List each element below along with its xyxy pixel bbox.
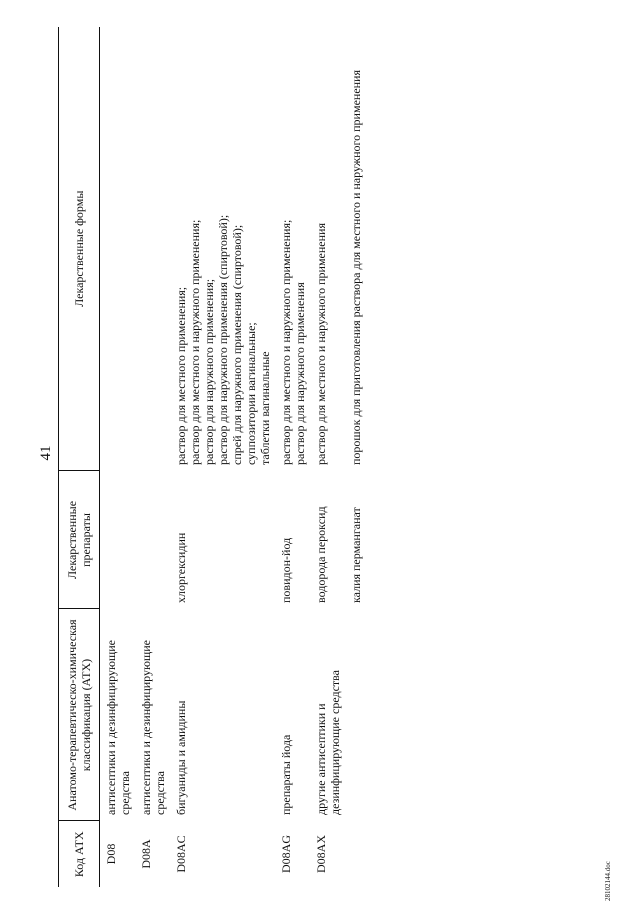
cell-forms (100, 27, 136, 471)
header-forms: Лекарственные формы (59, 27, 100, 471)
form-line: порошок для приготовления раствора для местного и наружного применения (349, 69, 363, 465)
form-line: раствор для наружного применения (спиртовой); (216, 214, 230, 465)
cell-classification: антисептики и дезинфицирующие средства (139, 640, 167, 815)
form-line: раствор для местного и наружного применения; (279, 219, 293, 465)
form-line: спрей для наружного применения (спиртовой); (230, 224, 244, 465)
cell-code: D08 (104, 843, 118, 865)
form-line: раствор для местного и наружного применения (314, 223, 328, 465)
header-drugs: Лекарственные препараты (59, 471, 100, 609)
cell-code: D08AX (314, 835, 328, 873)
cell-forms (135, 27, 170, 471)
cell-forms (275, 27, 310, 471)
table-row (135, 27, 170, 887)
page-number: 41 (38, 445, 54, 461)
table-row (310, 27, 345, 887)
form-line: суппозитории вагинальные; (244, 322, 258, 465)
cell-classification: другие антисептики и дезинфицирующие средства (314, 669, 342, 815)
cell-forms (345, 27, 366, 471)
cell-classification (345, 609, 366, 821)
form-line: раствор для местного и наружного применения; (188, 219, 202, 465)
table-row (345, 27, 366, 887)
cell-code: D08AG (279, 835, 293, 873)
form-line: таблетки вагинальные (258, 351, 272, 465)
cell-drug (100, 471, 136, 609)
cell-classification: препараты йода (279, 734, 293, 815)
table-row (100, 27, 136, 887)
header-classification: Анатомо-терапевтическо-химическая классификация (АТХ) (59, 609, 100, 821)
cell-code: D08A (139, 839, 153, 869)
cell-classification: антисептики и дезинфицирующие средства (104, 640, 132, 815)
cell-forms (310, 27, 345, 471)
cell-drug: водорода пероксид (314, 506, 328, 603)
table-header-row (59, 27, 100, 887)
header-code: Код АТХ (59, 821, 100, 887)
document-footer: 28102144.doc (604, 861, 612, 901)
cell-drug (135, 471, 170, 609)
cell-code (345, 821, 366, 887)
cell-drug: калия перманганат (349, 507, 363, 603)
form-line: раствор для местного применения; (174, 286, 188, 465)
atc-table (58, 27, 366, 887)
cell-forms (170, 27, 275, 471)
table-row (170, 27, 275, 887)
form-line: раствор для наружного применения; (202, 278, 216, 465)
cell-classification: бигуаниды и амидины (174, 700, 188, 815)
form-line: раствор для наружного применения (293, 282, 307, 465)
cell-code: D08AC (174, 835, 188, 873)
cell-drug: хлоргексидин (174, 532, 188, 603)
cell-drug: повидон-йод (279, 537, 293, 603)
table-row (275, 27, 310, 887)
